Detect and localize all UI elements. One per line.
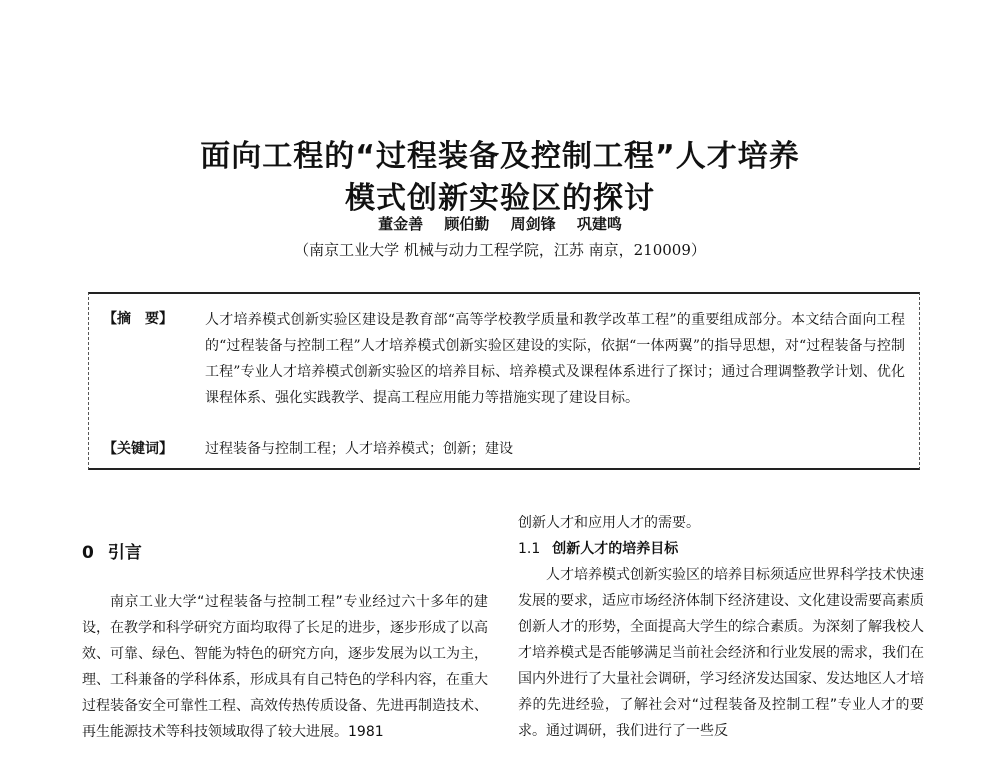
author-name: 巩建鸣 bbox=[576, 215, 622, 233]
affiliation: （南京工业大学 机械与动力工程学院，江苏 南京，210009） bbox=[294, 241, 706, 259]
abstract-box bbox=[88, 292, 920, 470]
subsection-heading-1-1 bbox=[518, 536, 924, 562]
abstract-label: 【摘 要】 bbox=[103, 311, 173, 327]
keywords-text: 过程装备与控制工程；人才培养模式；创新；建设 bbox=[205, 441, 513, 457]
left-column bbox=[82, 510, 488, 745]
paper-title-line1: 面向工程的“过程装备及控制工程”人才培养 bbox=[200, 139, 800, 174]
section-heading-intro bbox=[82, 538, 488, 563]
keywords-label: 【关键词】 bbox=[103, 441, 173, 457]
continued-paragraph: 创新人才和应用人才的需要。 bbox=[518, 515, 700, 531]
author-name: 董金善 bbox=[378, 215, 424, 233]
intro-paragraph: 南京工业大学“过程装备与控制工程”专业经过六十多年的建设，在教学和科学研究方面均取得了长足的进步，逐步形成了以高效、可靠、绿色、智能为特色的研究方向，逐步发展为以工为主，理、工科兼备的学科体系，形成具有自己特色的学科内容，在重大过程装备安全可靠性工程、高效传热传质设备、先进再制造技术、再生能源技术等科技领域取得了较大进展。1981 bbox=[82, 594, 488, 740]
author-list bbox=[0, 213, 1000, 234]
author-name: 周剑锋 bbox=[510, 215, 556, 233]
section-title: 引言 bbox=[107, 543, 142, 563]
right-column bbox=[518, 510, 924, 744]
subsection-title: 创新人才的培养目标 bbox=[552, 541, 679, 557]
author-name: 顾伯勤 bbox=[444, 215, 490, 233]
abstract-text: 人才培养模式创新实验区建设是教育部“高等学校教学质量和教学改革工程”的重要组成部分。本文结合面向工程的“过程装备与控制工程”人才培养模式创新实验区建设的实际，依据“一体两翼”的指导思想，对“过程装备与控制工程”专业人才培养模式创新实验区的培养目标、培养模式及课程体系进行了探讨；通过合理调整教学计划、优化课程体系、强化实践教学、提高工程应用能力等措施实现了建设目标。 bbox=[205, 312, 905, 406]
subsection-number: 1.1 bbox=[518, 541, 541, 557]
subsection-paragraph: 人才培养模式创新实验区的培养目标须适应世界科学技术快速发展的要求，适应市场经济体制下经济建设、文化建设需要高素质创新人才的形势，全面提高大学生的综合素质。为深刻了解我校人才培养模式是否能够满足当前社会经济和行业发展的需求，我们在国内外进行了大量社会调研，学习经济发达国家、发达地区人才培养的先进经验，了解社会对“过程装备及控制工程”专业人才的要求。通过调研，我们进行了一些反 bbox=[518, 567, 924, 739]
section-number: 0 bbox=[82, 543, 94, 563]
paper-title-line2: 模式创新实验区的探讨 bbox=[345, 181, 655, 216]
